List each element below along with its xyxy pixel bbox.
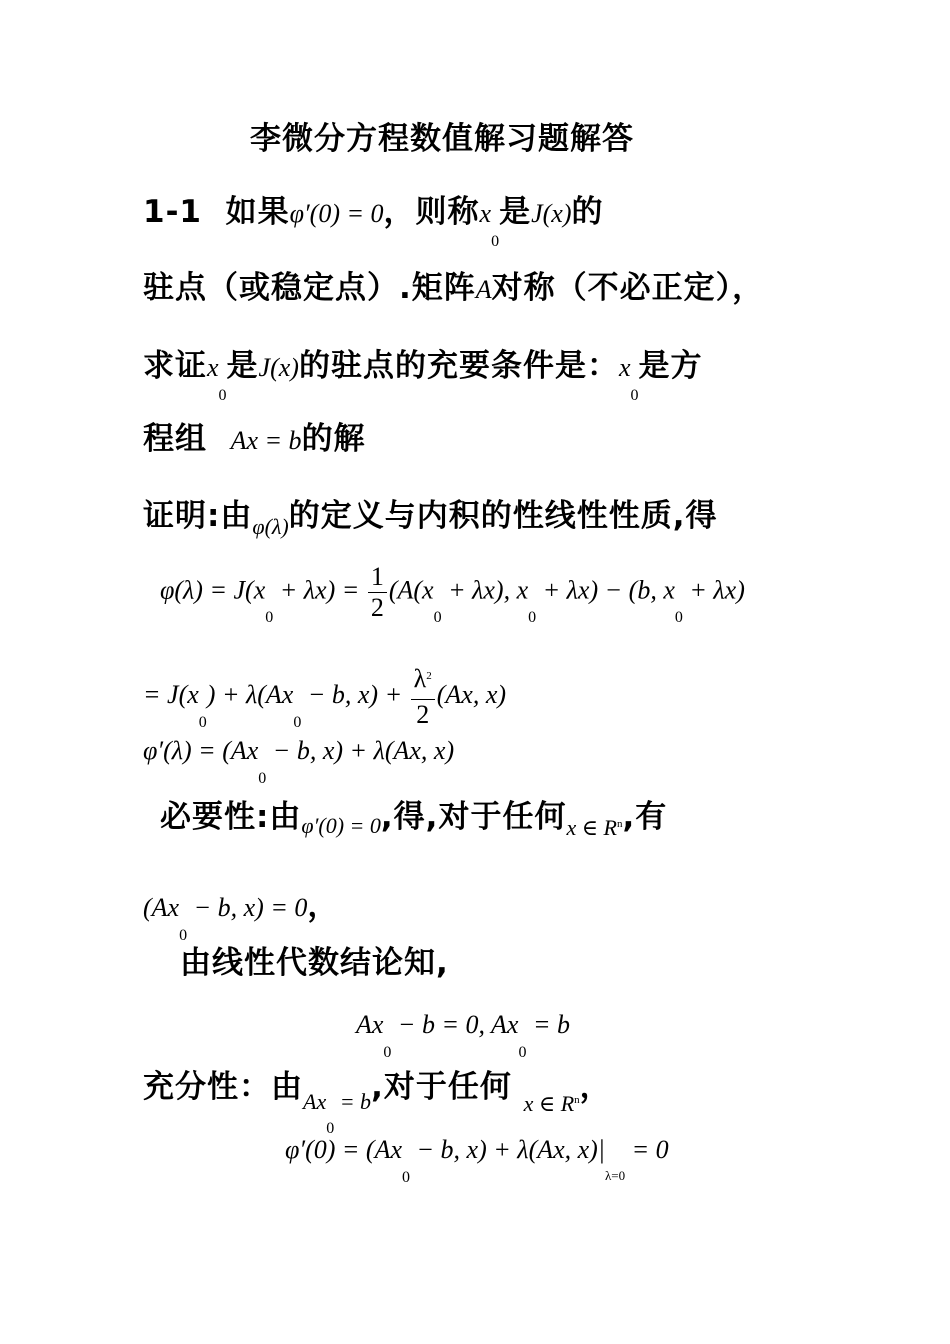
math-matrix-a: A [475,275,492,304]
proof-text: 的定义与内积的性线性性质,得 [288,498,718,534]
eq-subscript: 0 [258,770,267,787]
fraction-numerator [411,664,435,700]
eq-subscript: 0 [179,927,188,944]
math-x-in-rn [524,1091,580,1116]
stationary-condition: φ′(0) = 0 [301,813,381,838]
proof-intro [143,490,718,539]
eq-part: φ′(λ) = (Ax [143,736,259,765]
math-x-in-rn [566,815,622,840]
math-subscript: 0 [630,387,639,404]
eq-subscript: λ=0 [605,1168,626,1183]
eq-part: = b [334,1089,372,1114]
fraction-denominator: 2 [416,700,430,729]
linear-system: Ax = b [230,426,302,455]
fraction-numerator: 1 [368,562,387,593]
document-title: 李微分方程数值解习题解答 [250,121,634,157]
eq-subscript: 0 [198,713,207,731]
eq-part: − b = 0, Ax [391,1010,519,1039]
eq-part: (Ax, x) [436,679,507,709]
math-x: x [618,353,631,382]
math-ax0-eq-b [303,1089,372,1137]
eq-subscript: 0 [528,609,537,627]
eq-subscript: 0 [293,713,302,731]
eq-part: ) + λ(Ax [206,679,294,709]
eq-superscript: n [574,1094,580,1106]
problem-line-2 [143,262,764,307]
proof-text: ,得,对于任何 [380,799,567,835]
eq-superscript: 2 [426,670,432,682]
problem-text: 驻点（或稳定点）.矩阵 [143,270,476,306]
equation-phi-simplified [143,664,506,730]
eq-part: + λx) = [273,575,366,605]
eq-subscript: 0 [402,1169,411,1186]
problem-text: 的 [571,194,604,230]
eq-part: = 0 [625,1135,669,1164]
eq-part: (A(x [388,575,434,605]
equation-inner-product-zero [143,880,340,944]
equation-solution [356,1010,571,1061]
fraction-one-half [368,562,387,623]
proof-text: ， [579,1069,612,1105]
problem-text: 如果 [225,194,290,230]
eq-part: = J(x [143,679,199,709]
eq-part: x ∈ R [523,1091,575,1116]
stationary-condition: φ′(0) = 0 [289,199,384,228]
proof-text: 证明:由 [143,498,253,534]
problem-text: 程组 [143,421,207,457]
eq-subscript: 0 [326,1120,335,1137]
proof-text: 充分性：由 [143,1069,303,1105]
linear-algebra-line: 由线性代数结论知, [180,945,449,981]
problem-line-1 [143,186,604,250]
eq-part: φ(λ) = J(x [160,575,266,605]
problem-text: 求证 [143,348,207,384]
proof-text: ,对于任何 [371,1069,512,1105]
problem-line-4 [143,413,366,458]
eq-part: Ax [303,1089,327,1114]
eq-part: x ∈ R [566,815,617,840]
lambda-symbol: λ [413,664,427,693]
eq-part: + λx), x [441,575,529,605]
problem-number: 1-1 [143,194,203,230]
math-phi-lambda: φ(λ) [252,514,289,539]
problem-text: 是方 [638,348,703,384]
fraction-lambda-squared-half [411,664,435,730]
punctuation: ， [307,888,340,924]
math-x: x [479,199,492,228]
eq-part: = b [526,1010,571,1039]
fraction-denominator: 2 [370,593,384,622]
problem-text: ，则称 [383,194,480,230]
sufficiency-line [143,1061,612,1137]
math-x: x [207,353,219,382]
math-subscript: 0 [491,233,500,250]
eq-subscript: 0 [265,609,274,627]
problem-text: 的解 [301,421,366,457]
math-jx: J(x) [531,199,572,228]
problem-text: 对称（不必正定）， [491,270,765,306]
math-subscript: 0 [218,387,227,404]
problem-text: 是 [226,348,259,384]
eq-part: φ′(0) = (Ax [285,1135,403,1164]
problem-text: 是 [499,194,532,230]
problem-line-3 [143,340,703,404]
eq-superscript: n [616,818,623,830]
necessity-line [160,791,668,840]
eq-part: (Ax [143,893,180,922]
eq-subscript: 0 [518,1044,527,1061]
equation-phi-expansion [160,562,745,627]
eq-part: + λx) [682,575,745,605]
eq-part: − b, x) + [301,679,409,709]
eq-part: Ax [356,1010,384,1039]
proof-text: ,有 [622,799,668,835]
eq-part: − b, x) + λ(Ax, x) [266,736,455,765]
eq-part: − b, x) + λ(Ax, x)| [410,1135,605,1164]
proof-text: 必要性:由 [160,799,302,835]
math-jx: J(x) [258,353,299,382]
equation-phi-derivative [143,736,455,787]
eq-subscript: 0 [433,609,442,627]
eq-subscript: 0 [383,1044,392,1061]
eq-subscript: 0 [674,609,683,627]
eq-part: − b, x) = 0 [187,893,308,922]
problem-text: 的驻点的充要条件是： [298,348,619,384]
eq-part: + λx) − (b, x [536,575,675,605]
